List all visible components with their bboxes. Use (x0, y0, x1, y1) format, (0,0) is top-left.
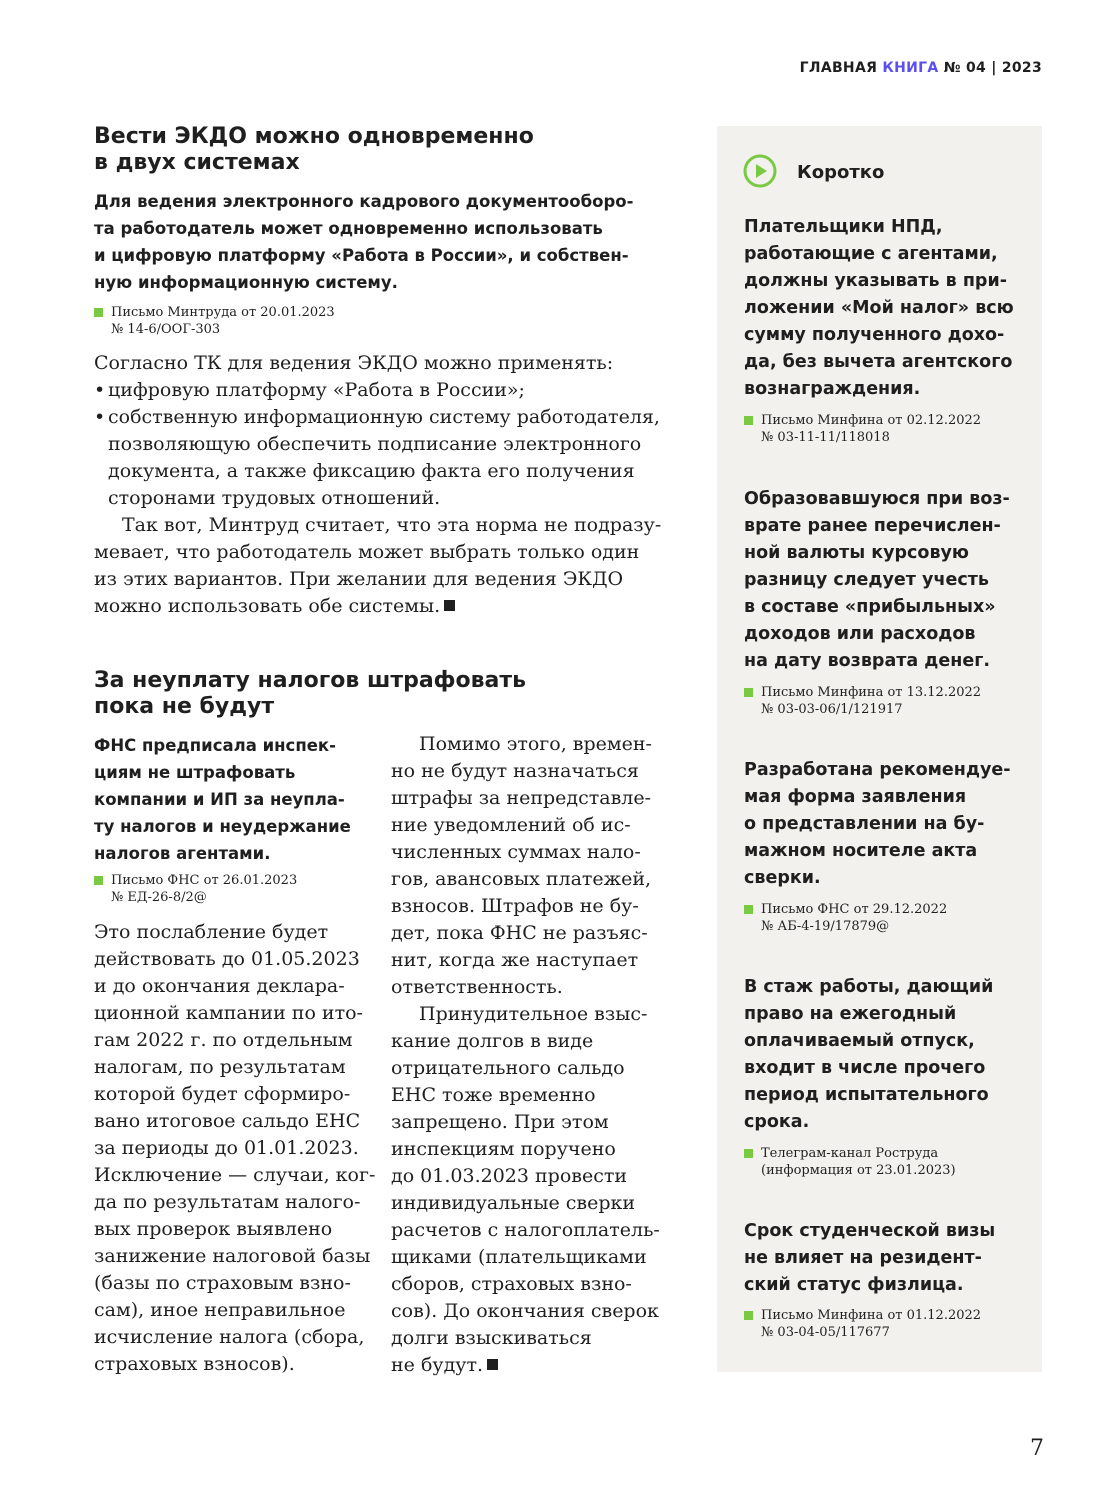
play-icon (743, 154, 777, 188)
article2-col2: Помимо этого, времен- но не будут назначаться штрафы за непредставле- ние уведомлений об ис- численных суммах нало- гов, авансовых платежей, взносов. Штрафов не бу- дет, пока ФНС не разъяс- нит, когда же наступает ответственность. Принудительное взыс- кание долгов в виде отрицательного сальдо ЕНС тоже временно запрещено. При этом инспекциям поручено до 01.03.2023 провести индивидуальные сверки расчетов с налогоплатель- щиками (плательщиками сборов, страховых взно- сов). До окончания сверок долги взыскиваться не будут. (391, 731, 691, 1379)
article2-last-line: не будут. (391, 1352, 691, 1379)
source-marker (744, 1311, 753, 1320)
article1-source: Письмо Минтруда от 20.01.2023 № 14-6/ООГ-303 (94, 304, 335, 338)
source-marker (744, 416, 753, 425)
article2-title: За неуплату налогов штрафовать пока не будут (94, 668, 527, 719)
sidebar-item-source: Письмо Минфина от 01.12.2022 № 03-04-05/117677 (744, 1307, 981, 1341)
article1-body: Согласно ТК для ведения ЭКДО можно применять: • цифровую платформу «Работа в России»; • собственную информационную систему работодателя, позволяющую обеспечить подписание электронного документа, а также фиксацию факта его получения сторонами трудовых отношений. Так вот, Минтруд считает, что эта норма не подразу- мевает, что работодатель может выбрать только один из этих вариантов. При желании для ведения ЭКДО можно использовать обе системы. (94, 350, 694, 620)
article1-last-line: можно использовать обе системы. (94, 593, 694, 620)
article1-intro: Согласно ТК для ведения ЭКДО можно применять: (94, 352, 614, 374)
sidebar-title: Коротко (797, 162, 885, 183)
source-marker (744, 688, 753, 697)
article1-title: Вести ЭКДО можно одновременно в двух системах (94, 124, 534, 175)
article2-lead: ФНС предписала инспек- циям не штрафовать компании и ИП за неупла- ту налогов и неудержание налогов агентами. (94, 736, 351, 863)
source-marker (744, 905, 753, 914)
article2-source: Письмо ФНС от 26.01.2023 № ЕД-26-8/2@ (94, 872, 297, 906)
sidebar-item: Образовавшуюся при воз- врате ранее перечислен- ной валюты курсовую разницу следует учесть в составе «прибыльных» доходов или расходов на дату возврата денег. (744, 489, 1010, 671)
article2-col1: Это послабление будет действовать до 01.05.2023 и до окончания деклара- ционной кампании по ито- гам 2022 г. по отдельным налогам, по результатам которой будет сформиро- вано итоговое сальдо ЕНС за периоды до 01.01.2023. Исключение — случаи, ког- да по результатам налого- вых проверок выявлено занижение налоговой базы (базы по страховым взно- сам), иное неправильное исчисление налога (сбора, страховых взносов). (94, 921, 376, 1375)
sidebar-item-source: Телеграм-канал Роструда (информация от 23.01.2023) (744, 1145, 956, 1179)
masthead-accent: КНИГА (882, 60, 939, 76)
sidebar-item-source: Письмо ФНС от 29.12.2022 № АБ-4-19/17879@ (744, 901, 947, 935)
source-marker (744, 1149, 753, 1158)
end-mark (444, 600, 455, 611)
sidebar-item: Разработана рекомендуе- мая форма заявления о представлении на бу- мажном носителе акта сверки. (744, 760, 1011, 888)
masthead-title: ГЛАВНАЯ (799, 60, 883, 76)
masthead (800, 60, 1042, 76)
article1-lead: Для ведения электронного кадрового документооборо- та работодатель может одновременно использовать и цифровую платформу «Работа в России», и собствен- ную информационную систему. (94, 192, 634, 292)
sidebar-item-source: Письмо Минфина от 02.12.2022 № 03-11-11/118018 (744, 412, 981, 446)
source-marker (94, 876, 103, 885)
end-mark (487, 1359, 498, 1370)
masthead-issue: № 04 | 2023 (938, 60, 1042, 76)
sidebar-item-source: Письмо Минфина от 13.12.2022 № 03-03-06/1/121917 (744, 684, 981, 718)
sidebar-item: Срок студенческой визы не влияет на резидент- ский статус физлица. (744, 1221, 996, 1295)
sidebar-item: В стаж работы, дающий право на ежегодный оплачиваемый отпуск, входит в числе прочего период испытательного срока. (744, 977, 994, 1132)
source-marker (94, 308, 103, 317)
bullet-item: • цифровую платформу «Работа в России»; (94, 379, 525, 401)
sidebar-item: Плательщики НПД, работающие с агентами, должны указывать в при- ложении «Мой налог» всю сумму полученного дохо- да, без вычета агентского вознаграждения. (744, 217, 1014, 399)
bullet-item: • собственную информационную систему работодателя, позволяющую обеспечить подписание электронного документа, а также фиксацию факта его получения сторонами трудовых отношений. (94, 406, 660, 509)
page-number: 7 (1030, 1436, 1044, 1461)
article1-bullets (94, 377, 694, 512)
